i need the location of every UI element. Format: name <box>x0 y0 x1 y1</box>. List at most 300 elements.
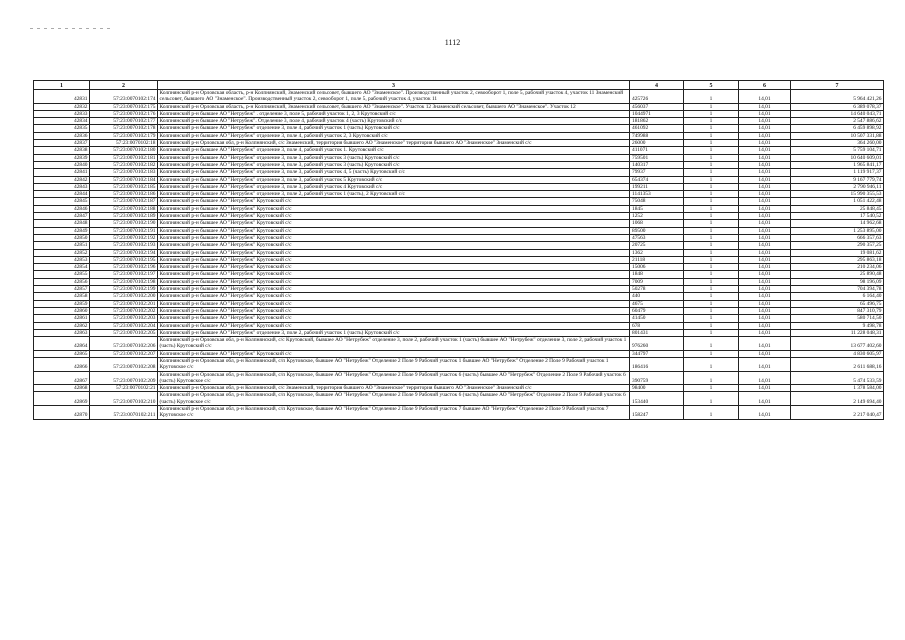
cadastral-number: 57:23:0070102:189 <box>90 213 158 220</box>
location-description: Колпнянский р-н бывшее АО "Нетрубеж" Крутовский с/с <box>158 271 630 278</box>
coefficient: 1 <box>684 191 739 198</box>
cadastral-value: 14 640 043,71 <box>791 110 884 117</box>
row-number: 42847 <box>34 213 90 220</box>
rate-value: 14,01 <box>739 371 791 385</box>
table-row <box>34 183 884 190</box>
location-description: Колпнянский р-н бывшее АО "Нетрубеж" Крутовский с/с <box>158 278 630 285</box>
cadastral-value: 1 253 895,00 <box>791 227 884 234</box>
cadastral-number: 57:23:0070102:203 <box>90 315 158 322</box>
cadastral-value: 19 081,62 <box>791 249 884 256</box>
area-value: 21118 <box>630 256 684 263</box>
location-description: Колпнянский р-н бывшее АО "Нетрубеж" . отделение 3, поле 5, рабочий участок 1, 2, 3 Крутовский с/с <box>158 110 630 117</box>
area-value: 20725 <box>630 242 684 249</box>
col-header-1: 1 <box>34 81 90 90</box>
coefficient: 1 <box>684 371 739 385</box>
row-number: 42861 <box>34 315 90 322</box>
row-number: 42867 <box>34 371 90 385</box>
table-row <box>34 300 884 307</box>
col-header-3: 3 <box>158 81 630 90</box>
rate-value: 14,01 <box>739 183 791 190</box>
table-row <box>34 90 884 104</box>
row-number: 42869 <box>34 392 90 406</box>
table-row <box>34 385 884 392</box>
cadastral-value: 1 965 841,17 <box>791 161 884 168</box>
coefficient: 1 <box>684 147 739 154</box>
area-value: 153440 <box>630 392 684 406</box>
rate-value: 14,01 <box>739 205 791 212</box>
col-header-5: 5 <box>684 81 739 90</box>
coefficient: 1 <box>684 264 739 271</box>
location-description: Колпнянский р-н бывшее АО "Нетрубеж". Отделение 3, поле 4, рабочий участок 4 (часть) Крутовский с/с <box>158 118 630 125</box>
coefficient: 1 <box>684 256 739 263</box>
coefficient: 1 <box>684 337 739 351</box>
cadastral-number: 57:23:0070102:204 <box>90 322 158 329</box>
cadastral-value: 6 459 898,92 <box>791 125 884 132</box>
row-number: 42856 <box>34 278 90 285</box>
cadastral-number: 57:23:0070102:185 <box>90 183 158 190</box>
table-row <box>34 350 884 357</box>
area-value: 199211 <box>630 183 684 190</box>
coefficient: 1 <box>684 406 739 420</box>
area-value: 440 <box>630 293 684 300</box>
cadastral-value: 5 474 533,59 <box>791 371 884 385</box>
cadastral-value: 14 962,68 <box>791 220 884 227</box>
row-number: 42849 <box>34 227 90 234</box>
row-number: 42859 <box>34 300 90 307</box>
table-row <box>34 357 884 371</box>
rate-value: 14,01 <box>739 264 791 271</box>
col-header-6: 6 <box>739 81 791 90</box>
row-number: 42831 <box>34 90 90 104</box>
rate-value: 14,01 <box>739 125 791 132</box>
cadastral-value: 10 507 331,88 <box>791 132 884 139</box>
rate-value: 14,01 <box>739 293 791 300</box>
cadastral-number: 57:23:0070102:197 <box>90 271 158 278</box>
row-number: 42839 <box>34 154 90 161</box>
rate-value: 14,01 <box>739 357 791 371</box>
coefficient: 1 <box>684 300 739 307</box>
table-row <box>34 286 884 293</box>
table-row <box>34 329 884 336</box>
row-number: 42838 <box>34 147 90 154</box>
coefficient: 1 <box>684 278 739 285</box>
location-description: Колпнянский р-н бывшее АО "Нетрубеж" отделение 3, поле 3, рабочий участок 3 (часть) Крутовский с/с <box>158 154 630 161</box>
location-description: Колпнянский р-н Орловская обл, р-н Колпнянский, с/с Знаменский, территория бывшего АО "Знаменское" территория бывшего АО "Знаменское" Знаменский с/с <box>158 385 630 392</box>
coefficient: 1 <box>684 125 739 132</box>
table-row <box>34 227 884 234</box>
rate-value: 14,01 <box>739 392 791 406</box>
area-value: 47563 <box>630 234 684 241</box>
cadastral-value: 210 234,06 <box>791 264 884 271</box>
rate-value: 14,01 <box>739 220 791 227</box>
location-description: Колпнянский р-н бывшее АО "Нетрубеж" Крутовский с/с <box>158 249 630 256</box>
page-number: 1112 <box>444 38 461 47</box>
table-row <box>34 322 884 329</box>
coefficient: 1 <box>684 307 739 314</box>
location-description: Колпнянский р-н Орловская обл, р-н Колпнянский, с/п Крутовское, бывшее АО "Нетрубеж" Отделение 2 Поле 9 Рабочий участок 6 (часть) бывшее АО "Нетрубеж" Отделение 2 Поле 9 Рабочий участок 6 (часть) Крутовское с/с <box>158 392 630 406</box>
area-value: 1068 <box>630 220 684 227</box>
coefficient: 1 <box>684 198 739 205</box>
cadastral-number: 57:23:0070102:210 <box>90 392 158 406</box>
table-row <box>34 392 884 406</box>
area-value: 41450 <box>630 315 684 322</box>
row-number: 42865 <box>34 350 90 357</box>
rate-value: 14,01 <box>739 140 791 147</box>
area-value: 158247 <box>630 406 684 420</box>
col-header-4: 4 <box>630 81 684 90</box>
cadastral-number: 57:23:0070102:180 <box>90 147 158 154</box>
rate-value: 14,01 <box>739 322 791 329</box>
area-value: 60479 <box>630 307 684 314</box>
table-row <box>34 220 884 227</box>
rate-value: 14,01 <box>739 278 791 285</box>
rate-value: 14,01 <box>739 249 791 256</box>
coefficient: 1 <box>684 220 739 227</box>
cadastral-value: 4 830 605,97 <box>791 350 884 357</box>
cadastral-number: 57:23:0070102:207 <box>90 350 158 357</box>
table-row <box>34 337 884 351</box>
cadastral-number: 57:23:0070102:201 <box>90 300 158 307</box>
cadastral-number: 57:23:0070102:200 <box>90 293 158 300</box>
table-row <box>34 213 884 220</box>
table-row <box>34 278 884 285</box>
rate-value: 14,01 <box>739 329 791 336</box>
area-value: 98400 <box>630 385 684 392</box>
table-row <box>34 205 884 212</box>
row-number: 42844 <box>34 191 90 198</box>
area-value: 7009 <box>630 278 684 285</box>
coefficient: 1 <box>684 385 739 392</box>
location-description: Колпнянский р-н бывшее АО "Нетрубеж" Крутовский с/с <box>158 234 630 241</box>
area-value: 1845 <box>630 205 684 212</box>
area-value: 79937 <box>630 169 684 176</box>
cadastral-value: 364 260,00 <box>791 140 884 147</box>
row-number: 42832 <box>34 103 90 110</box>
coefficient: 1 <box>684 183 739 190</box>
cadastral-number: 57:23:0070102:208 <box>90 357 158 371</box>
cadastral-value: 6 389 078,37 <box>791 103 884 110</box>
location-description: Колпнянский р-н бывшее АО "Нетрубеж" отделение 3, поле 3, рабочий участок 4 Крутовский с/с <box>158 183 630 190</box>
cadastral-value: 25 890,48 <box>791 271 884 278</box>
rate-value: 14,01 <box>739 256 791 263</box>
coefficient: 1 <box>684 205 739 212</box>
table-row <box>34 140 884 147</box>
coefficient: 1 <box>684 249 739 256</box>
cadastral-number: 57:23:0070102:195 <box>90 256 158 263</box>
col-header-7: 7 <box>791 81 884 90</box>
rate-value: 14,01 <box>739 337 791 351</box>
row-number: 42858 <box>34 293 90 300</box>
cadastral-number: 57:23:0070102:206 <box>90 337 158 351</box>
cadastral-number: 57:23:0070102:209 <box>90 371 158 385</box>
cadastral-number: 57:23:0070102:199 <box>90 286 158 293</box>
location-description: Колпнянский р-н Орловская обл, р-н Колпнянский, с/п Крутовское, бывшее АО "Нетрубеж" Отделение 2 Поле 9 Рабочий участок 7 бывшее АО "Нетрубеж" Отделение 2 Поле 9 Рабочий участок 7 Крутовское с/с <box>158 406 630 420</box>
location-description: Колпнянский р-н Орловская область, р-н Колпнянский, Знаменский сельсовет, бывшего АО "Знаменское". Участок 12 Знаменский сельсовет, бывшего АО "Знаменское". Участок 12 <box>158 103 630 110</box>
location-description: Колпнянский р-н бывшее АО "Нетрубеж" отделение 3, поле 4, рабочий участок 2, 3 Крутовский с/с <box>158 132 630 139</box>
table-row <box>34 315 884 322</box>
location-description: Колпнянский р-н бывшее АО "Нетрубеж" Крутовский с/с <box>158 293 630 300</box>
location-description: Колпнянский р-н Орловская область, р-н Колпнянский, Знаменский сельсовет, бывшего АО "Знаменское". Производственный участок 2, севооборот 1, поле 5, рабочий участок 4, участок 11 Знаменский сельсовет, бывшего АО "Знаменское". Производственный участок 2, севооборот 1, поле 5, рабочий участок 4, участок 11 <box>158 90 630 104</box>
location-description: Колпнянский р-н Орловская обл, р-н Колпнянский, с/с Знаменский, территория бывшего АО "Знаменское" территория бывшего АО "Знаменское" Знаменский с/с <box>158 140 630 147</box>
cadastral-number: 57:23:0070102:194 <box>90 249 158 256</box>
cadastral-value: 13 677 402,60 <box>791 337 884 351</box>
rate-value: 14,01 <box>739 307 791 314</box>
coefficient: 1 <box>684 329 739 336</box>
coefficient: 1 <box>684 392 739 406</box>
row-number: 42833 <box>34 110 90 117</box>
rate-value: 14,01 <box>739 242 791 249</box>
location-description: Колпнянский р-н бывшее АО "Нетрубеж" отделение 3, поле 2, рабочий участок 1 (часть) Крутовский с/с <box>158 329 630 336</box>
cadastral-value: 704 394,78 <box>791 286 884 293</box>
rate-value: 14,01 <box>739 234 791 241</box>
location-description: Колпнянский р-н Орловская обл, р-н Колпнянский, с/п Крутовское, бывшее АО "Нетрубеж" Отделение 2 Поле 9 Рабочий участок 6 (часть) бывшее АО "Нетрубеж" Отделение 2 Поле 9 Рабочий участок 6 (часть) Крутовское с/с <box>158 371 630 385</box>
location-description: Колпнянский р-н Орловская обл, р-н Колпнянский, с/п Крутовское, бывшее АО "Нетрубеж" Отделение 2 Поле 9 Рабочий участок 1 бывшее АО "Нетрубеж" Отделение 2 Поле 9 Рабочий участок 1 Крутовское с/с <box>158 357 630 371</box>
table-row <box>34 103 884 110</box>
cadastral-value: 580 714,50 <box>791 315 884 322</box>
cadastral-value: 10 640 609,01 <box>791 154 884 161</box>
location-description: Колпнянский р-н бывшее АО "Нетрубеж" Крутовский с/с <box>158 198 630 205</box>
table-row <box>34 147 884 154</box>
table-row <box>34 176 884 183</box>
cadastral-value: 2 547 886,62 <box>791 118 884 125</box>
row-number: 42843 <box>34 183 90 190</box>
table-row <box>34 191 884 198</box>
coefficient: 1 <box>684 169 739 176</box>
coefficient: 1 <box>684 322 739 329</box>
location-description: Колпнянский р-н бывшее АО "Нетрубеж" Крутовский с/с <box>158 264 630 271</box>
cadastral-number: 57:23:0070102:186 <box>90 191 158 198</box>
cadastral-value: 2 149 694,40 <box>791 392 884 406</box>
scan-noise-top <box>30 16 890 18</box>
table-row <box>34 293 884 300</box>
area-value: 749988 <box>630 132 684 139</box>
cadastral-value: 1 119 917,37 <box>791 169 884 176</box>
cadastral-number: 57:23:0070102:177 <box>90 118 158 125</box>
rate-value: 14,01 <box>739 176 791 183</box>
row-number: 42841 <box>34 169 90 176</box>
rate-value: 14,01 <box>739 198 791 205</box>
row-number: 42854 <box>34 264 90 271</box>
cadastral-number: 57:23:0070102:21 <box>90 385 158 392</box>
cadastral-value: 98 196,09 <box>791 278 884 285</box>
coefficient: 1 <box>684 110 739 117</box>
coefficient: 1 <box>684 132 739 139</box>
area-value: 75048 <box>630 198 684 205</box>
cadastral-number: 57:23:0070102:191 <box>90 227 158 234</box>
coefficient: 1 <box>684 161 739 168</box>
area-value: 759501 <box>630 154 684 161</box>
location-description: Колпнянский р-н бывшее АО "Нетрубеж" Крутовский с/с <box>158 307 630 314</box>
coefficient: 1 <box>684 140 739 147</box>
cadastral-value: 65 496,75 <box>791 300 884 307</box>
area-value: 1044971 <box>630 110 684 117</box>
location-description: Колпнянский р-н бывшее АО "Нетрубеж" отделение 3, поле 4, рабочий участок 1. Крутовский с/с <box>158 147 630 154</box>
table-row <box>34 125 884 132</box>
area-value: 411071 <box>630 147 684 154</box>
location-description: Колпнянский р-н бывшее АО "Нетрубеж" Крутовский с/с <box>158 242 630 249</box>
rate-value: 14,01 <box>739 406 791 420</box>
cadastral-value: 9 167 779,74 <box>791 176 884 183</box>
cadastral-value: 2 611 688,16 <box>791 357 884 371</box>
location-description: Колпнянский р-н бывшее АО "Нетрубеж" отделение 3, поле 4, рабочий участок 1 (часть) Крутовский с/с <box>158 125 630 132</box>
cadastral-value: 666 357,63 <box>791 234 884 241</box>
location-description: Колпнянский р-н бывшее АО "Нетрубеж" Крутовский с/с <box>158 350 630 357</box>
row-number: 42842 <box>34 176 90 183</box>
cadastral-value: 1 378 584,00 <box>791 385 884 392</box>
rate-value: 14,01 <box>739 385 791 392</box>
rate-value: 14,01 <box>739 271 791 278</box>
area-value: 89500 <box>630 227 684 234</box>
area-value: 461092 <box>630 125 684 132</box>
cadastral-value: 5 759 104,71 <box>791 147 884 154</box>
cadastral-value: 17 540,52 <box>791 213 884 220</box>
table-row <box>34 249 884 256</box>
table-row <box>34 271 884 278</box>
cadastral-number: 57:23:0070102:183 <box>90 169 158 176</box>
table-row <box>34 264 884 271</box>
header-row <box>34 81 884 90</box>
row-number: 42863 <box>34 329 90 336</box>
cadastral-number: 57:23:0070102:192 <box>90 234 158 241</box>
area-value: 390759 <box>630 371 684 385</box>
rate-value: 14,01 <box>739 110 791 117</box>
location-description: Колпнянский р-н бывшее АО "Нетрубеж" отделение 3, поле 3, рабочий участок 5 Крутовский с/с <box>158 176 630 183</box>
cadastral-value: 11 228 048,31 <box>791 329 884 336</box>
location-description: Колпнянский р-н бывшее АО "Нетрубеж" Крутовский с/с <box>158 227 630 234</box>
rate-value: 14,01 <box>739 191 791 198</box>
location-description: Колпнянский р-н бывшее АО "Нетрубеж" Крутовский с/с <box>158 213 630 220</box>
area-value: 186416 <box>630 357 684 371</box>
coefficient: 1 <box>684 90 739 104</box>
cadastral-number: 57:23:0070102:182 <box>90 161 158 168</box>
cadastral-value: 2 790 946,11 <box>791 183 884 190</box>
rate-value: 14,01 <box>739 213 791 220</box>
table-row <box>34 132 884 139</box>
row-number: 42850 <box>34 234 90 241</box>
location-description: Колпнянский р-н бывшее АО "Нетрубеж" отделение 3, поле 3, рабочий участок 3 (часть) Крутовский с/с <box>158 161 630 168</box>
area-value: 1141353 <box>630 191 684 198</box>
cadastral-value: 15 990 355,53 <box>791 191 884 198</box>
table-row <box>34 256 884 263</box>
area-value: 976260 <box>630 337 684 351</box>
location-description: Колпнянский р-н бывшее АО "Нетрубеж" Крутовский с/с <box>158 286 630 293</box>
row-number: 42855 <box>34 271 90 278</box>
row-number: 42857 <box>34 286 90 293</box>
cadastral-value: 1 051 422,48 <box>791 198 884 205</box>
cadastral-number: 57:23:0070102:198 <box>90 278 158 285</box>
cadastral-value: 25 848,45 <box>791 205 884 212</box>
cadastral-number: 57:23:0070102:178 <box>90 125 158 132</box>
row-number: 42862 <box>34 322 90 329</box>
table-row <box>34 169 884 176</box>
coefficient: 1 <box>684 315 739 322</box>
cadastral-number: 57:23:0070102:181 <box>90 154 158 161</box>
location-description: Колпнянский р-н бывшее АО "Нетрубеж" Крутовский с/с <box>158 205 630 212</box>
row-number: 42836 <box>34 132 90 139</box>
row-number: 42852 <box>34 249 90 256</box>
area-value: 678 <box>630 322 684 329</box>
location-description: Колпнянский р-н бывшее АО "Нетрубеж" Крутовский с/с <box>158 256 630 263</box>
cadastral-number: 57:23:0070102:188 <box>90 205 158 212</box>
table-row <box>34 307 884 314</box>
area-value: 181862 <box>630 118 684 125</box>
table-row <box>34 234 884 241</box>
row-number: 42866 <box>34 357 90 371</box>
area-value: 344797 <box>630 350 684 357</box>
location-description: Колпнянский р-н бывшее АО "Нетрубеж" Крутовский с/с <box>158 315 630 322</box>
area-value: 4675 <box>630 300 684 307</box>
area-value: 456037 <box>630 103 684 110</box>
coefficient: 1 <box>684 242 739 249</box>
area-value: 1362 <box>630 249 684 256</box>
rate-value: 14,01 <box>739 90 791 104</box>
area-value: 425726 <box>630 90 684 104</box>
coefficient: 1 <box>684 154 739 161</box>
cadastral-value: 5 964 421,26 <box>791 90 884 104</box>
row-number: 42840 <box>34 161 90 168</box>
coefficient: 1 <box>684 103 739 110</box>
cadastral-number: 57:23:0070102:205 <box>90 329 158 336</box>
cadastral-number: 57:23:0070102:179 <box>90 132 158 139</box>
area-value: 654374 <box>630 176 684 183</box>
cadastral-number: 57:23:0070102:190 <box>90 220 158 227</box>
table-row <box>34 406 884 420</box>
cadastral-number: 57:23:0070102:18 <box>90 140 158 147</box>
area-value: 801431 <box>630 329 684 336</box>
coefficient: 1 <box>684 357 739 371</box>
cadastral-table <box>33 80 884 420</box>
row-number: 42853 <box>34 256 90 263</box>
rate-value: 14,01 <box>739 147 791 154</box>
rate-value: 14,01 <box>739 227 791 234</box>
row-number: 42845 <box>34 198 90 205</box>
rate-value: 14,01 <box>739 169 791 176</box>
coefficient: 1 <box>684 176 739 183</box>
cadastral-value: 295 863,18 <box>791 256 884 263</box>
table-row <box>34 118 884 125</box>
cadastral-value: 6 164,40 <box>791 293 884 300</box>
cadastral-value: 290 357,25 <box>791 242 884 249</box>
area-value: 1848 <box>630 271 684 278</box>
table-row <box>34 242 884 249</box>
area-value: 26000 <box>630 140 684 147</box>
col-header-2: 2 <box>90 81 158 90</box>
coefficient: 1 <box>684 213 739 220</box>
rate-value: 14,01 <box>739 161 791 168</box>
rate-value: 14,01 <box>739 286 791 293</box>
rate-value: 14,01 <box>739 315 791 322</box>
cadastral-number: 57:23:0070102:176 <box>90 110 158 117</box>
coefficient: 1 <box>684 286 739 293</box>
coefficient: 1 <box>684 118 739 125</box>
table-row <box>34 198 884 205</box>
rate-value: 14,01 <box>739 103 791 110</box>
row-number: 42846 <box>34 205 90 212</box>
cadastral-number: 57:23:0070102:174 <box>90 90 158 104</box>
area-value: 15006 <box>630 264 684 271</box>
row-number: 42870 <box>34 406 90 420</box>
cadastral-number: 57:23:0070102:211 <box>90 406 158 420</box>
row-number: 42837 <box>34 140 90 147</box>
row-number: 42848 <box>34 220 90 227</box>
cadastral-number: 57:23:0070102:187 <box>90 198 158 205</box>
row-number: 42860 <box>34 307 90 314</box>
location-description: Колпнянский р-н бывшее АО "Нетрубеж" Крутовский с/с <box>158 322 630 329</box>
cadastral-value: 847 310,79 <box>791 307 884 314</box>
cadastral-number: 57:23:0070102:184 <box>90 176 158 183</box>
cadastral-value: 9 498,78 <box>791 322 884 329</box>
coefficient: 1 <box>684 271 739 278</box>
